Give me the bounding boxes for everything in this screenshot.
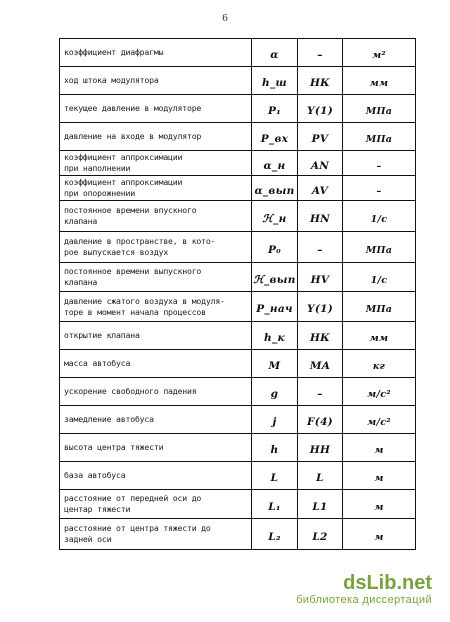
parameter-unit-cell — [343, 232, 416, 263]
parameter-symbol: L₂ — [268, 530, 281, 543]
parameter-symbol: ℋ_вып — [253, 273, 296, 286]
parameter-unit-cell — [343, 378, 416, 406]
parameter-symbol-cell — [252, 232, 298, 263]
parameter-symbol: h_к — [264, 332, 285, 344]
parameter-name-cell — [60, 201, 252, 232]
parameter-name-cell — [60, 232, 252, 263]
parameter-symbol-cell — [252, 350, 298, 378]
table-row — [60, 292, 416, 322]
parameter-code: Y(1) — [307, 303, 333, 315]
table-row — [60, 67, 416, 95]
parameter-name-cell — [60, 176, 252, 201]
table-body — [60, 39, 416, 550]
parameter-code: – — [317, 243, 323, 256]
parameter-name: давление на входе в модулятор — [64, 131, 202, 141]
table-row — [60, 176, 416, 201]
parameter-symbol: h_ш — [262, 77, 287, 89]
table-row — [60, 406, 416, 434]
parameter-code-cell — [298, 263, 343, 292]
parameter-unit: МПа — [365, 134, 393, 145]
parameter-code: L1 — [312, 500, 328, 513]
parameter-symbol-cell — [252, 406, 298, 434]
table-row — [60, 434, 416, 462]
parameter-unit-cell — [343, 176, 416, 201]
parameter-symbol: α — [270, 49, 279, 61]
parameter-code-cell — [298, 39, 343, 67]
parameter-unit-cell — [343, 201, 416, 232]
parameter-code: PV — [311, 133, 329, 145]
parameter-symbol-cell — [252, 67, 298, 95]
parameter-symbol-cell — [252, 95, 298, 123]
parameter-code-cell — [298, 67, 343, 95]
table-row — [60, 263, 416, 292]
parameter-code-cell — [298, 201, 343, 232]
parameter-name: коэффициент аппроксимации при опорожнении — [64, 177, 183, 198]
parameter-code: AV — [311, 184, 329, 197]
parameter-code: НК — [309, 77, 331, 89]
parameter-code-cell — [298, 95, 343, 123]
page-number: 6 — [222, 12, 228, 24]
parameter-symbol: P₁ — [267, 105, 282, 117]
parameter-code-cell — [298, 378, 343, 406]
parameter-code: AN — [310, 159, 330, 172]
parameter-name: давление в пространстве, в кото- рое выпускается воздух — [64, 236, 216, 257]
parameter-name: текущее давление в модуляторе — [64, 103, 202, 113]
parameter-name: постоянное времени впускного клапана — [64, 205, 197, 226]
parameter-code: Y(1) — [307, 105, 333, 117]
parameter-code-cell — [298, 350, 343, 378]
parameter-unit-cell — [343, 350, 416, 378]
parameter-symbol-cell — [252, 490, 298, 519]
parameter-code: – — [317, 49, 323, 61]
parameter-unit: м — [374, 445, 384, 456]
parameter-name: ускорение свободного падения — [64, 386, 197, 396]
parameter-name: коэффициент диафрагмы — [64, 47, 164, 57]
parameter-name: масса автобуса — [64, 358, 131, 368]
parameter-code: – — [317, 388, 323, 400]
parameter-code-cell — [298, 519, 343, 550]
parameter-symbol: M — [268, 360, 281, 372]
parameter-name: база автобуса — [64, 470, 126, 480]
parameters-table — [59, 38, 416, 550]
watermark-logo: dsLib.net — [343, 572, 432, 594]
parameter-unit: м/с² — [367, 389, 391, 400]
parameter-name-cell — [60, 434, 252, 462]
table-row — [60, 490, 416, 519]
parameter-name: замедление автобуса — [64, 414, 154, 424]
parameter-symbol-cell — [252, 292, 298, 322]
parameter-unit-cell — [343, 123, 416, 151]
parameter-symbol-cell — [252, 322, 298, 350]
table-row — [60, 95, 416, 123]
parameter-code: HV — [310, 273, 330, 286]
parameter-unit: м — [374, 473, 384, 484]
parameter-unit: мм — [369, 78, 389, 89]
table-row — [60, 322, 416, 350]
parameter-unit: м — [374, 531, 384, 543]
table-row — [60, 462, 416, 490]
parameter-unit-cell — [343, 39, 416, 67]
table-row — [60, 201, 416, 232]
parameter-name-cell — [60, 350, 252, 378]
parameter-name-cell — [60, 519, 252, 550]
parameter-unit: 1/с — [370, 274, 388, 286]
parameter-name-cell — [60, 39, 252, 67]
parameter-unit-cell — [343, 263, 416, 292]
parameter-symbol-cell — [252, 123, 298, 151]
parameter-name: давление сжатого воздуха в модуля- торе в момент начала процессов — [64, 295, 225, 317]
table-row — [60, 123, 416, 151]
parameter-symbol-cell — [252, 434, 298, 462]
parameter-symbol: α_вып — [254, 184, 295, 197]
parameter-code-cell — [298, 322, 343, 350]
parameter-unit-cell — [343, 95, 416, 123]
parameter-unit-cell — [343, 322, 416, 350]
table-row — [60, 151, 416, 176]
table-row — [60, 350, 416, 378]
parameter-code-cell — [298, 434, 343, 462]
parameter-name-cell — [60, 490, 252, 519]
parameter-symbol-cell — [252, 151, 298, 176]
parameter-symbol: g — [270, 388, 279, 400]
parameter-name: постоянное времени выпускного клапана — [64, 266, 202, 287]
parameter-code: MA — [309, 360, 331, 372]
parameter-name-cell — [60, 263, 252, 292]
parameter-name: расстояние от передней оси до центар тяжести — [64, 493, 202, 514]
parameter-symbol: P₀ — [267, 243, 282, 256]
parameter-code-cell — [298, 151, 343, 176]
parameter-code: L2 — [312, 530, 328, 543]
parameter-symbol-cell — [252, 519, 298, 550]
watermark-subtitle: библиотека диссертаций — [296, 594, 432, 606]
parameter-symbol: α_н — [263, 159, 286, 172]
parameter-symbol-cell — [252, 462, 298, 490]
watermark — [296, 572, 432, 606]
parameter-name: открытие клапана — [64, 330, 140, 340]
parameter-name-cell — [60, 378, 252, 406]
parameter-unit-cell — [343, 406, 416, 434]
parameter-unit: м/с² — [367, 417, 391, 428]
parameter-unit: м — [374, 501, 384, 513]
parameter-unit-cell — [343, 151, 416, 176]
parameter-symbol: L — [270, 472, 279, 484]
parameter-unit: МПа — [365, 244, 393, 256]
parameter-code: HN — [309, 212, 331, 225]
parameter-unit-cell — [343, 490, 416, 519]
parameter-symbol: j — [272, 416, 277, 428]
parameter-name-cell — [60, 67, 252, 95]
table-row — [60, 519, 416, 550]
parameter-unit-cell — [343, 519, 416, 550]
parameter-unit-cell — [343, 292, 416, 322]
parameter-code-cell — [298, 123, 343, 151]
parameter-unit-cell — [343, 434, 416, 462]
parameter-code: F(4) — [307, 416, 333, 428]
parameter-name: коэффициент аппроксимации при наполнении — [64, 152, 183, 173]
parameter-unit: – — [376, 160, 382, 172]
parameter-name: расстояние от центра тяжести до задней оси — [64, 523, 211, 544]
table-row — [60, 39, 416, 67]
parameter-unit: мм — [369, 333, 389, 344]
table-row — [60, 232, 416, 263]
parameter-symbol: h — [270, 444, 279, 456]
parameter-symbol-cell — [252, 39, 298, 67]
parameter-unit: кг — [372, 361, 386, 372]
table-row — [60, 378, 416, 406]
parameter-symbol-cell — [252, 378, 298, 406]
parameter-code-cell — [298, 176, 343, 201]
parameter-name-cell — [60, 292, 252, 322]
parameter-symbol: L₁ — [268, 500, 281, 513]
parameter-unit-cell — [343, 67, 416, 95]
parameter-symbol: P_нач — [256, 303, 293, 315]
parameter-symbol: P_вх — [260, 133, 289, 145]
parameter-code: НК — [309, 332, 331, 344]
parameter-code-cell — [298, 292, 343, 322]
parameter-unit: – — [376, 185, 382, 197]
parameter-symbol: ℋ_н — [262, 212, 287, 225]
parameter-name-cell — [60, 151, 252, 176]
parameter-symbol-cell — [252, 176, 298, 201]
parameter-symbol-cell — [252, 263, 298, 292]
parameter-code-cell — [298, 462, 343, 490]
parameter-code-cell — [298, 232, 343, 263]
parameter-name-cell — [60, 123, 252, 151]
parameter-name: высота центра тяжести — [64, 442, 164, 452]
parameter-symbol-cell — [252, 201, 298, 232]
parameter-name-cell — [60, 406, 252, 434]
parameter-name-cell — [60, 462, 252, 490]
parameter-unit: МПа — [365, 106, 393, 117]
parameter-unit: МПа — [365, 304, 393, 315]
parameter-unit: м² — [372, 50, 386, 61]
parameter-name-cell — [60, 95, 252, 123]
parameter-code-cell — [298, 490, 343, 519]
parameter-unit-cell — [343, 462, 416, 490]
parameter-name-cell — [60, 322, 252, 350]
parameter-code-cell — [298, 406, 343, 434]
parameter-code: L — [316, 472, 324, 484]
parameter-unit: 1/с — [370, 213, 388, 225]
parameter-code: HH — [309, 444, 331, 456]
parameter-name: ход штока модулятора — [64, 75, 159, 85]
